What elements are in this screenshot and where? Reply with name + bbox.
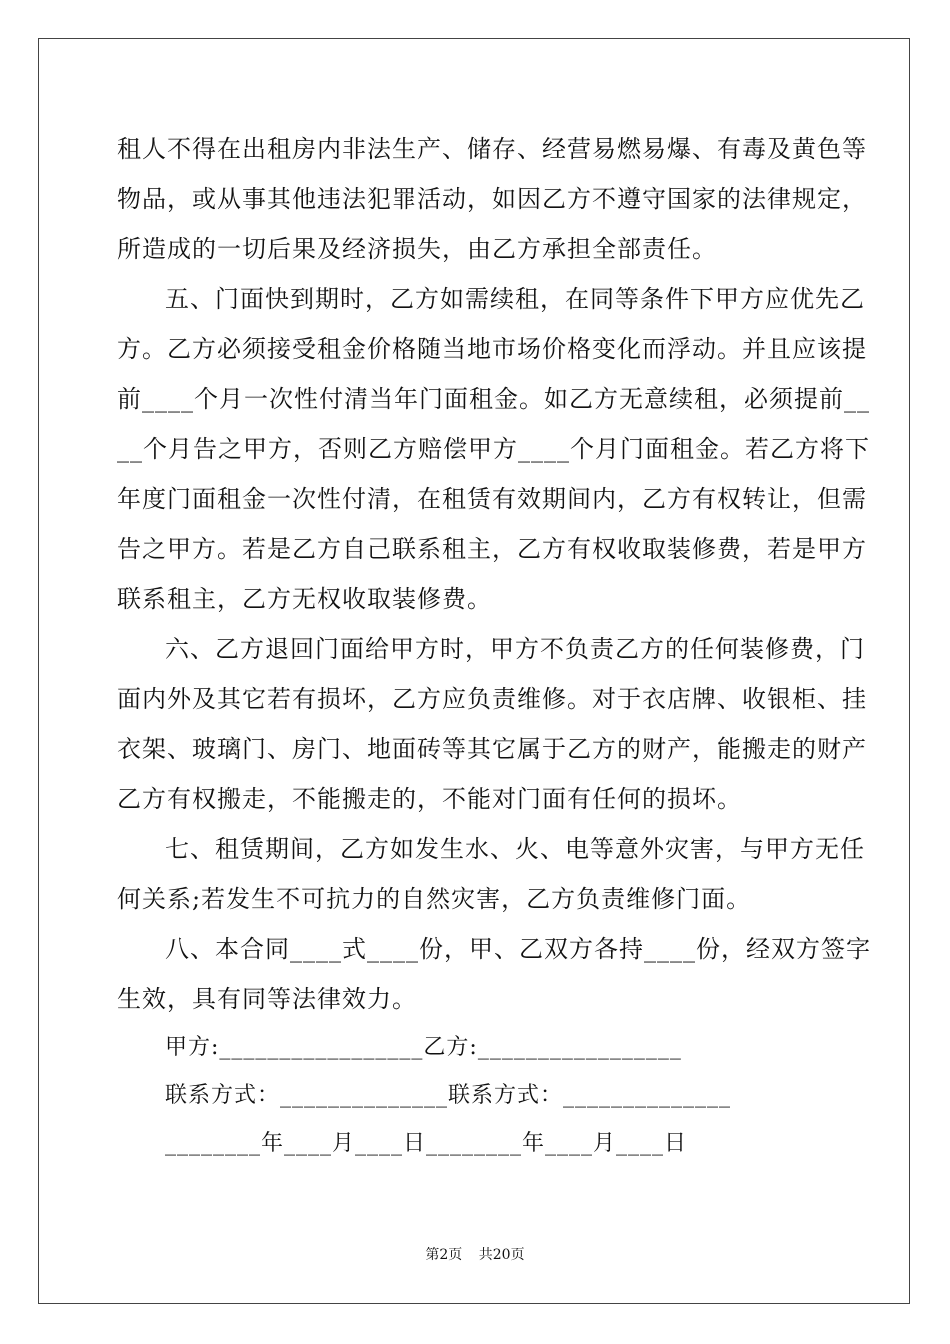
page-total: 共20页	[478, 1247, 525, 1263]
signature-parties: 甲方:_________________乙方:_________________	[165, 1035, 682, 1060]
text-line: 物品，或从事其他违法犯罪活动，如因乙方不遵守国家的法律规定，	[117, 185, 867, 213]
signature-contacts: 联系方式：______________联系方式：______________	[165, 1083, 732, 1108]
clause-eight-line: 八、本合同____式____份，甲、乙双方各持____份，经双方签字	[165, 935, 871, 963]
text-line: 前____个月一次性付清当年门面租金。如乙方无意续租，必须提前__	[117, 385, 870, 413]
page-footer	[0, 1244, 950, 1264]
text-line: 联系租主，乙方无权收取装修费。	[117, 585, 492, 613]
text-line: __个月告之甲方，否则乙方赔偿甲方____个月门面租金。若乙方将下	[117, 435, 870, 463]
clause-six-line: 六、乙方退回门面给甲方时，甲方不负责乙方的任何装修费，门	[165, 635, 865, 663]
page-number: 第2页	[425, 1247, 463, 1263]
text-line: 年度门面租金一次性付清，在租赁有效期间内，乙方有权转让，但需	[117, 485, 867, 513]
text-line: 租人不得在出租房内非法生产、储存、经营易燃易爆、有毒及黄色等	[117, 135, 867, 163]
text-line: 衣架、玻璃门、房门、地面砖等其它属于乙方的财产，能搬走的财产	[117, 735, 867, 763]
text-line: 生效，具有同等法律效力。	[117, 985, 417, 1013]
text-line: 面内外及其它若有损坏，乙方应负责维修。对于衣店牌、收银柜、挂	[117, 685, 867, 713]
signature-dates: ________年____月____日________年____月____日	[165, 1131, 688, 1156]
document-body	[117, 124, 871, 1168]
text-line: 何关系;若发生不可抗力的自然灾害，乙方负责维修门面。	[117, 885, 752, 913]
text-line: 方。乙方必须接受租金价格随当地市场价格变化而浮动。并且应该提	[117, 335, 867, 363]
text-line: 告之甲方。若是乙方自己联系租主，乙方有权收取装修费，若是甲方	[117, 535, 867, 563]
clause-seven-line: 七、租赁期间，乙方如发生水、火、电等意外灾害，与甲方无任	[165, 835, 865, 863]
text-line: 所造成的一切后果及经济损失，由乙方承担全部责任。	[117, 235, 717, 263]
text-line: 乙方有权搬走，不能搬走的，不能对门面有任何的损坏。	[117, 785, 742, 813]
clause-five-line: 五、门面快到期时，乙方如需续租，在同等条件下甲方应优先乙	[165, 285, 865, 313]
